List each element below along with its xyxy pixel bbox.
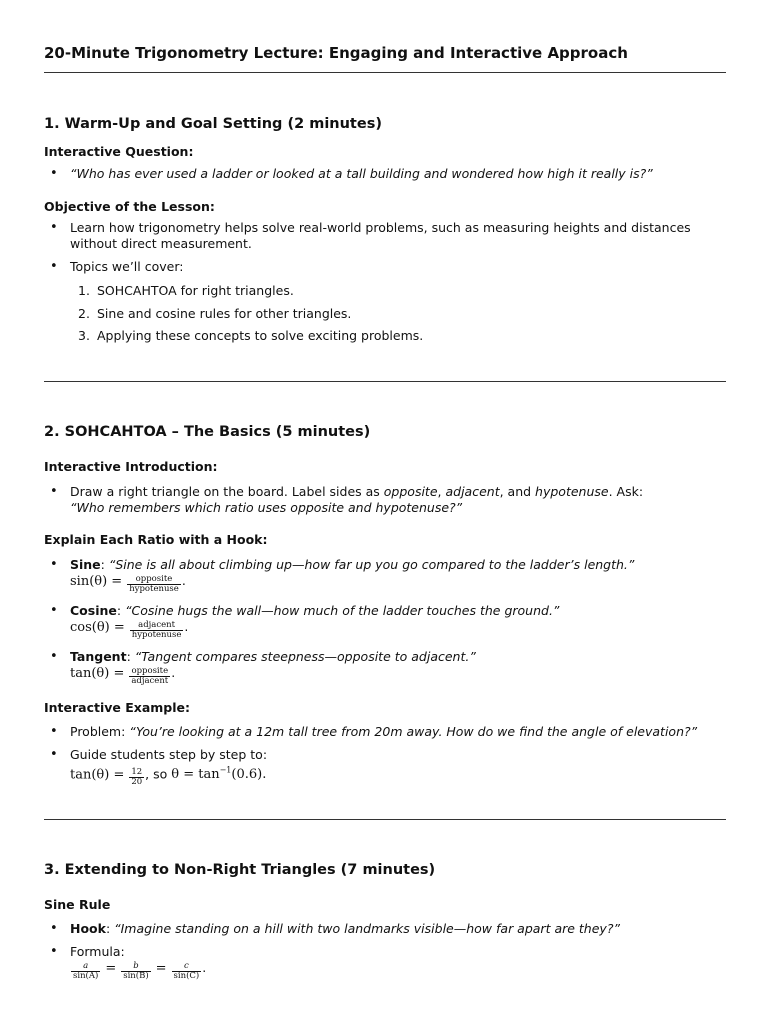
section-1-heading: 1. Warm-Up and Goal Setting (2 minutes) <box>44 116 382 132</box>
objective-label: Objective of the Lesson: <box>44 199 215 214</box>
list-item: • Learn how trigonometry helps solve real-world problems, such as measuring heights and distances without direct measurement. <box>44 220 726 252</box>
list-item: • Draw a right triangle on the board. Label sides as opposite, adjacent, and hypotenuse. Ask: “Who remembers which ratio uses opposite and hypotenuse?” <box>44 484 726 516</box>
sine-fraction: $\frac{\text{opposite}}{\text{hypotenuse}}$ <box>129 574 179 594</box>
list-item: • “Who has ever used a ladder or looked at a tall building and wondered how high it really is?” <box>44 166 726 182</box>
interactive-question-list <box>44 166 726 189</box>
interactive-introduction-label: Interactive Introduction: <box>44 459 218 474</box>
sine-rule-label: Sine Rule <box>44 897 111 912</box>
divider <box>44 381 726 382</box>
ratios-list <box>44 557 726 693</box>
section-2-heading: 2. SOHCAHTOA – The Basics (5 minutes) <box>44 424 371 440</box>
list-item: 1. SOHCAHTOA for right triangles. <box>78 283 294 298</box>
list-item: • Hook: “Imagine standing on a hill with two landmarks visible—how far apart are they?” <box>44 921 726 937</box>
list-item: • Guide students step by step to: tan(θ) = $\frac{12}{20}$ , so $\theta = \tan^{-1}(0.6)$. <box>44 747 726 787</box>
list-item: • Formula: $\frac{a}{\sin(A)}$ = $\frac{b}{\sin(B)}$ = $\frac{c}{\sin(C)}$ . <box>44 944 726 981</box>
explain-ratios-label: Explain Each Ratio with a Hook: <box>44 532 268 547</box>
list-item-cosine: • Cosine: “Cosine hugs the wall—how much of the ladder touches the ground.” cos(θ) = $\frac{\text{adjacent}}{\text{hypotenuse}}$ . <box>44 603 726 640</box>
interactive-example-label: Interactive Example: <box>44 700 191 715</box>
formula-fraction-b: $\frac{b}{\sin(B)}$ <box>123 961 149 981</box>
cosine-fraction: $\frac{\text{adjacent}}{\text{hypotenuse}}$ <box>131 620 182 640</box>
document-title: 20-Minute Trigonometry Lecture: Engaging and Interactive Approach <box>44 44 628 62</box>
list-item: • Problem: “You’re looking at a 12m tall tree from 20m away. How do we find the angle of elevation?” <box>44 724 726 740</box>
divider <box>44 72 726 73</box>
guide-fraction: $\frac{12}{20}$ <box>131 767 143 788</box>
list-item: • Topics we’ll cover: <box>44 259 726 275</box>
example-list <box>44 724 726 794</box>
introduction-list <box>44 484 726 523</box>
sine-rule-list <box>44 921 726 988</box>
tangent-fraction: $\frac{\text{opposite}}{\text{adjacent}}$ <box>131 666 169 686</box>
divider <box>44 819 726 820</box>
topics-list <box>44 283 726 351</box>
section-3-heading: 3. Extending to Non-Right Triangles (7 minutes) <box>44 862 436 878</box>
list-item-tangent: • Tangent: “Tangent compares steepness—opposite to adjacent.” tan(θ) = $\frac{\text{opposite}}{\text{adjacent}}$ . <box>44 649 726 686</box>
list-item: 2. Sine and cosine rules for other triangles. <box>78 305 352 321</box>
objective-list <box>44 220 726 282</box>
formula-fraction-c: $\frac{c}{\sin(C)}$ <box>173 961 200 981</box>
interactive-question-label: Interactive Question: <box>44 144 194 159</box>
formula-fraction-a: $\frac{a}{\sin(A)}$ <box>73 961 99 981</box>
list-item: 3. Applying these concepts to solve exciting problems. <box>78 328 424 343</box>
list-item-sine: • Sine: “Sine is all about climbing up—how far up you go compared to the ladder’s length.” sin(θ) = $\frac{\text{opposite}}{\text{hypotenuse}}$ . <box>44 557 726 594</box>
